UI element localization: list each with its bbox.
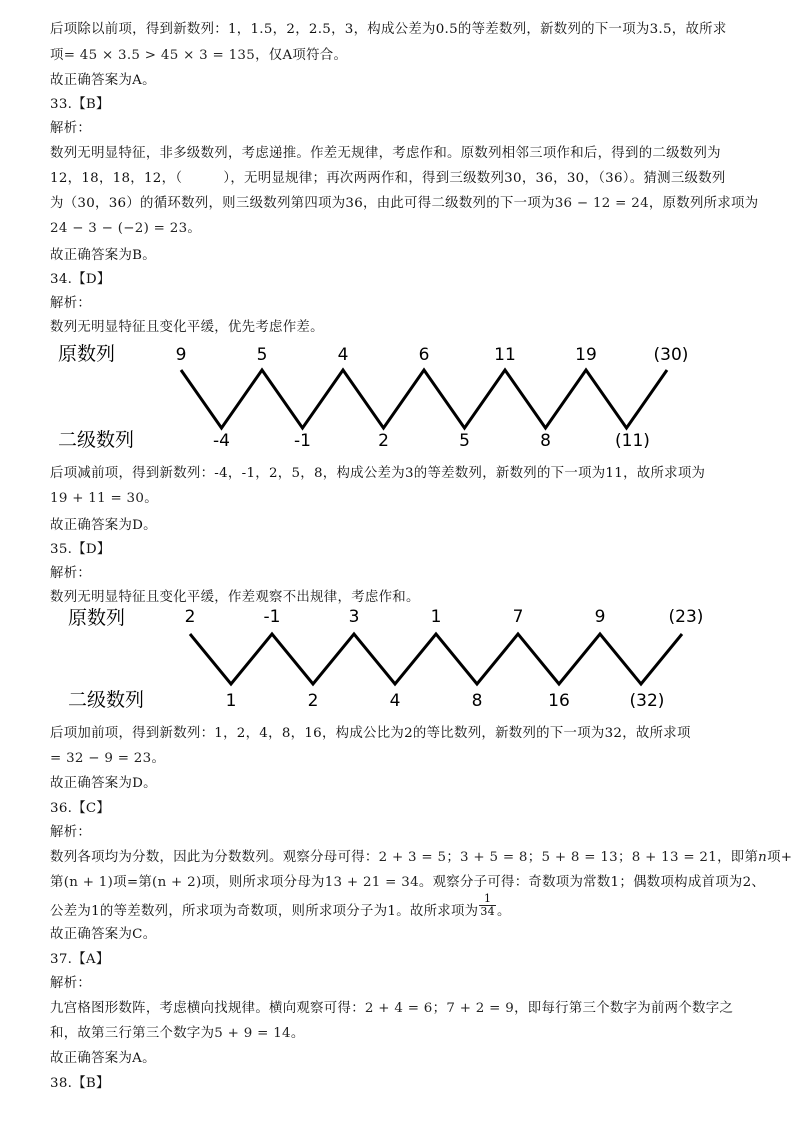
paragraph: 12，18，18，12，（ ），无明显规律；再次两两作和，得到三级数列30，36，30，（36）。猜测三级数列 xyxy=(50,171,726,186)
zigzag-polyline xyxy=(181,370,667,428)
second-level-sequence-label: 二级数列 xyxy=(58,429,135,451)
bottom-sequence-term: 4 xyxy=(389,691,401,711)
formula: 24 − 3 − (−2) = 23 xyxy=(50,221,188,236)
answer-line: 故正确答案为A。 xyxy=(50,1051,156,1066)
bottom-sequence xyxy=(213,431,650,451)
answer-line: 故正确答案为B。 xyxy=(50,248,156,263)
bottom-sequence-term: 16 xyxy=(548,691,570,711)
question-number: 36.【C】 xyxy=(50,801,111,816)
paragraph: 公差为1的等差数列，所求项为奇数项，则所求项分子为1。故所求项为 $\frac{1}{34}$ 。 xyxy=(50,892,511,919)
question-number: 37.【A】 xyxy=(50,952,110,967)
top-sequence-term: (30) xyxy=(653,345,689,365)
formula: 36 − 12 = 24 xyxy=(554,196,649,211)
zigzag-lines xyxy=(181,370,667,428)
formula: (n + 2) xyxy=(152,875,202,890)
formula: = 45 × 3.5 > 45 × 3 = 135 xyxy=(63,48,256,63)
analysis-label: 解析： xyxy=(50,121,92,136)
paragraph: 数列无明显特征且变化平缓，优先考虑作差。 xyxy=(50,320,324,335)
fraction: $\frac{1}{34}$ xyxy=(480,892,495,918)
answer-line: 故正确答案为D。 xyxy=(50,518,157,533)
top-sequence-term: 1 xyxy=(430,607,442,627)
formula: 2 + 3 = 5 xyxy=(378,850,447,865)
bottom-sequence-term: 2 xyxy=(307,691,319,711)
paragraph: 第(n + 1)项=第(n + 2)项，则所求项分母为13 + 21 = 34。观察分子可得：奇数项为常数1；偶数项构成首项为2、 xyxy=(50,875,766,890)
analysis-label: 解析： xyxy=(50,825,92,840)
top-sequence-term: 9 xyxy=(594,607,606,627)
answer-line: 故正确答案为A。 xyxy=(50,73,156,88)
top-sequence-term: 9 xyxy=(175,345,187,365)
question-number: 35.【D】 xyxy=(50,542,111,557)
top-sequence-term: 3 xyxy=(348,607,360,627)
zigzag-lines xyxy=(190,634,682,684)
top-sequence xyxy=(185,607,704,627)
answer-line: 故正确答案为C。 xyxy=(50,927,157,942)
paragraph: 为（30，36）的循环数列，则三级数列第四项为36，由此可得二级数列的下一项为36 − 12 = 24，原数列所求项为 xyxy=(50,196,759,211)
formula: 8 + 13 = 21 xyxy=(631,850,718,865)
paragraph: 和，故第三行第三个数字为5 + 9 = 14。 xyxy=(50,1026,305,1041)
top-sequence-term: 5 xyxy=(256,345,268,365)
analysis-label: 解析： xyxy=(50,566,92,581)
formula: 19 + 11 = 30 xyxy=(50,491,145,506)
bottom-sequence-term: 8 xyxy=(540,431,551,451)
question-number: 38.【B】 xyxy=(50,1076,110,1091)
bottom-sequence-term: (11) xyxy=(615,431,650,451)
question-number: 33.【B】 xyxy=(50,97,110,112)
formula: = 32 − 9 = 23 xyxy=(50,751,152,766)
difference-zigzag-diagram xyxy=(50,340,750,460)
answer-line: 故正确答案为D。 xyxy=(50,776,157,791)
paragraph: 24 − 3 − (−2) = 23。 xyxy=(50,221,202,236)
question-number: 34.【D】 xyxy=(50,272,111,287)
bottom-sequence-term: -4 xyxy=(213,431,230,451)
bottom-sequence xyxy=(226,691,665,711)
formula: 7 + 2 = 9 xyxy=(446,1001,515,1016)
formula: (n + 1) xyxy=(63,875,114,890)
paragraph: 数列无明显特征，非多级数列，考虑递推。作差无规律，考虑作和。原数列相邻三项作和后，得到的二级数列为 xyxy=(50,146,721,161)
analysis-label: 解析： xyxy=(50,976,92,991)
formula: 3 + 5 = 8 xyxy=(460,850,528,865)
top-sequence-term: (23) xyxy=(668,607,704,627)
paragraph: 19 + 11 = 30。 xyxy=(50,491,158,506)
second-level-sequence-label: 二级数列 xyxy=(68,689,145,711)
paragraph: 九宫格图形数阵，考虑横向找规律。横向观察可得：2 + 4 = 6；7 + 2 = 9，即每行第三个数字为前两个数字之 xyxy=(50,1001,734,1016)
analysis-label: 解析： xyxy=(50,296,92,311)
bottom-sequence-term: 8 xyxy=(471,691,483,711)
original-sequence-label: 原数列 xyxy=(58,343,116,365)
top-sequence-term: 2 xyxy=(184,607,196,627)
sum-zigzag-diagram xyxy=(50,604,750,720)
bottom-sequence-term: 5 xyxy=(459,431,470,451)
top-sequence-term: 4 xyxy=(337,345,349,365)
paragraph: 项= 45 × 3.5 > 45 × 3 = 135，仅A项符合。 xyxy=(50,48,348,63)
top-sequence xyxy=(176,345,689,365)
top-sequence-term: 19 xyxy=(575,345,597,365)
bottom-sequence-term: 2 xyxy=(378,431,389,451)
formula: n xyxy=(758,850,768,865)
bottom-sequence-term: 1 xyxy=(225,691,237,711)
top-sequence-term: 6 xyxy=(418,345,430,365)
paragraph: 数列无明显特征且变化平缓，作差观察不出规律，考虑作和。 xyxy=(50,590,420,605)
formula: 13 + 21 = 34 xyxy=(324,875,419,890)
paragraph: 后项加前项，得到新数列：1，2，4，8，16，构成公比为2的等比数列，新数列的下一项为32，故所求项 xyxy=(50,726,691,741)
top-sequence-term: -1 xyxy=(263,607,281,627)
paragraph: 后项减前项，得到新数列：-4，-1，2，5，8，构成公差为3的等差数列，新数列的下一项为11，故所求项为 xyxy=(50,466,706,481)
bottom-sequence-term: (32) xyxy=(629,691,665,711)
paragraph: 数列各项均为分数，因此为分数数列。观察分母可得：2 + 3 = 5；3 + 5 = 8；5 + 8 = 13；8 + 13 = 21，即第n项+ xyxy=(50,850,793,865)
paragraph: = 32 − 9 = 23。 xyxy=(50,751,166,766)
paragraph: 后项除以前项，得到新数列：1，1.5，2，2.5，3，构成公差为0.5的等差数列，新数列的下一项为3.5，故所求 xyxy=(50,22,727,37)
formula: 2 + 4 = 6 xyxy=(364,1001,433,1016)
zigzag-polyline xyxy=(190,634,682,684)
original-sequence-label: 原数列 xyxy=(68,607,126,629)
top-sequence-term: 7 xyxy=(512,607,524,627)
top-sequence-term: 11 xyxy=(494,345,516,365)
formula: 5 + 9 = 14 xyxy=(214,1026,291,1041)
formula: 5 + 8 = 13 xyxy=(541,850,618,865)
bottom-sequence-term: -1 xyxy=(294,431,311,451)
